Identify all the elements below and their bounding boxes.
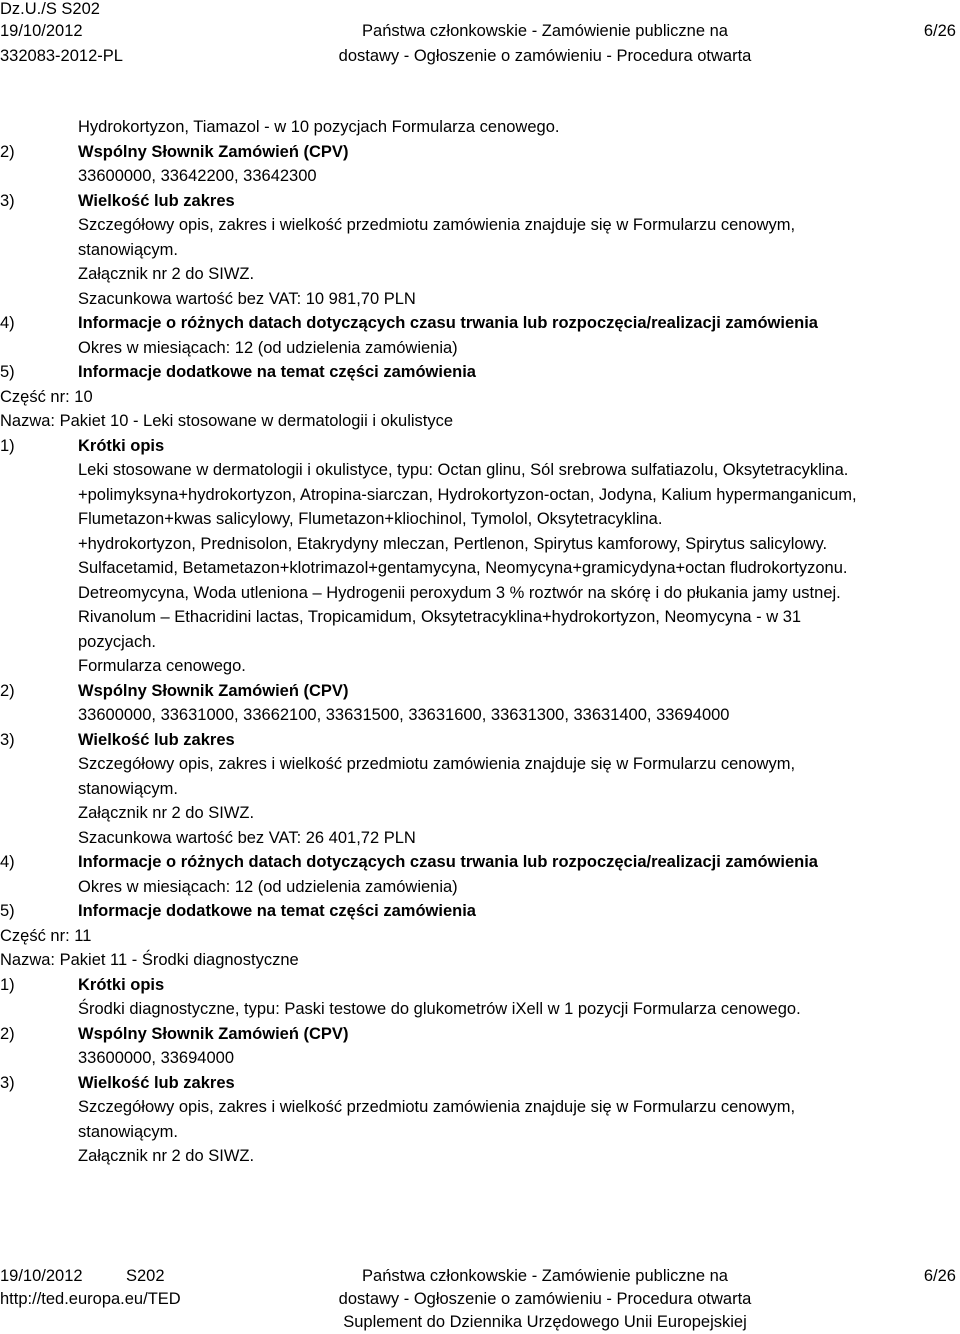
part-line: Nazwa: Pakiet 10 - Leki stosowane w dermatologii i okulistyce xyxy=(0,412,454,430)
body-text-line: Rivanolum – Ethacridini lactas, Tropicamidum, Oksytetracyklina+hydrokortyzon, Neomycyna - w 31 xyxy=(78,608,802,626)
body-text-line: Flumetazon+kwas salicylowy, Flumetazon+kliochinol, Tymolol, Oksytetracyklina. xyxy=(78,510,663,528)
body-text-line: Środki diagnostyczne, typu: Paski testowe do glukometrów iXell w 1 pozycji Formularza cenowego. xyxy=(78,1000,801,1018)
body-text-line: Szczegółowy opis, zakres i wielkość przedmiotu zamówienia znajduje się w Formularzu cenowym, xyxy=(78,755,796,773)
body-text-line: Szczegółowy opis, zakres i wielkość przedmiotu zamówienia znajduje się w Formularzu cenowym, xyxy=(78,216,796,234)
body-text-line: Załącznik nr 2 do SIWZ. xyxy=(78,1147,255,1165)
section-heading xyxy=(0,140,960,165)
header-title-line1: Państwa członkowskie - Zamówienie publiczne na xyxy=(362,22,728,40)
section-heading xyxy=(0,189,960,214)
section-heading xyxy=(0,360,960,385)
section-number: 5) xyxy=(0,902,15,920)
section-heading xyxy=(0,679,960,704)
section-title: Wielkość lub zakres xyxy=(78,1073,235,1092)
body-text-line: Formularza cenowego. xyxy=(78,657,246,675)
section-number: 1) xyxy=(0,975,15,994)
body-text-line: +hydrokortyzon, Prednisolon, Etakrydyny mleczan, Pertlenon, Spirytus kamforowy, Spirytus salicylowy. xyxy=(78,534,828,553)
section-title: Informacje dodatkowe na temat części zamówienia xyxy=(78,902,476,920)
section-number: 1) xyxy=(0,436,15,455)
section-title: Informacje o różnych datach dotyczących czasu trwania lub rozpoczęcia/realizacji zamówienia xyxy=(78,314,818,332)
body-text-line: Detreomycyna, Woda utleniona – Hydrogenii peroxydum 3 % roztwór na skórę i do płukania jamy ustnej. xyxy=(78,583,841,602)
header-date: 19/10/2012 xyxy=(0,22,83,40)
body-text-line: Leki stosowane w dermatologii i okulistyce, typu: Octan glinu, Sól srebrowa sulfatiazolu, Oksytetracyklina. xyxy=(78,461,849,479)
part-line: Część nr: 11 xyxy=(0,926,92,945)
footer-date: 19/10/2012 xyxy=(0,1267,83,1285)
body-text-line: Szacunkowa wartość bez VAT: 10 981,70 PLN xyxy=(78,289,416,308)
section-title: Informacje o różnych datach dotyczących czasu trwania lub rozpoczęcia/realizacji zamówienia xyxy=(78,853,818,871)
section-title: Wspólny Słownik Zamówień (CPV) xyxy=(78,681,349,700)
body-text-line: Załącznik nr 2 do SIWZ. xyxy=(78,804,255,822)
body-text-line: 33600000, 33694000 xyxy=(78,1049,234,1067)
body-text-line: stanowiącym. xyxy=(78,779,178,798)
section-heading xyxy=(0,728,960,753)
section-heading xyxy=(0,311,960,336)
section-heading xyxy=(0,434,960,459)
footer-title-line2: dostawy - Ogłoszenie o zamówieniu - Procedura otwarta xyxy=(338,1290,752,1308)
body-text-line: Okres w miesiącach: 12 (od udzielenia zamówienia) xyxy=(78,877,458,896)
section-heading xyxy=(0,899,960,924)
header-notice-number: 332083-2012-PL xyxy=(0,47,123,65)
section-title: Krótki opis xyxy=(78,975,165,994)
section-title: Krótki opis xyxy=(78,436,165,455)
footer-page-number: 6/26 xyxy=(923,1267,956,1285)
section-number: 3) xyxy=(0,191,15,210)
section-number: 5) xyxy=(0,363,15,381)
body-text-line: Szacunkowa wartość bez VAT: 26 401,72 PLN xyxy=(78,828,416,847)
header-doc-ref: Dz.U./S S202 xyxy=(0,0,100,18)
body-text-line: stanowiącym. xyxy=(78,1122,178,1141)
section-number: 3) xyxy=(0,1073,15,1092)
section-number: 3) xyxy=(0,730,15,749)
section-title: Wspólny Słownik Zamówień (CPV) xyxy=(78,142,349,161)
footer-title-line1: Państwa członkowskie - Zamówienie publiczne na xyxy=(362,1267,728,1285)
section-heading xyxy=(0,850,960,875)
footer-supplement: Suplement do Dziennika Urzędowego Unii Europejskiej xyxy=(343,1313,747,1331)
body-text-line: Hydrokortyzon, Tiamazol - w 10 pozycjach Formularza cenowego. xyxy=(78,118,560,136)
section-title: Informacje dodatkowe na temat części zamówienia xyxy=(78,363,476,381)
section-title: Wielkość lub zakres xyxy=(78,191,235,210)
body-text-line: 33600000, 33631000, 33662100, 33631500, 33631600, 33631300, 33631400, 33694000 xyxy=(78,706,730,724)
section-heading xyxy=(0,973,960,998)
section-heading xyxy=(0,1071,960,1096)
body-text-line: +polimyksyna+hydrokortyzon, Atropina-siarczan, Hydrokortyzon-octan, Jodyna, Kalium hypermanganicum, xyxy=(78,485,857,504)
section-number: 2) xyxy=(0,1024,15,1043)
section-number: 4) xyxy=(0,853,15,871)
footer-issue: S202 xyxy=(126,1267,165,1285)
section-number: 4) xyxy=(0,314,15,332)
body-text-line: Sulfacetamid, Betametazon+klotrimazol+gentamycyna, Neomycyna+gramicydyna+octan fludrokortyzonu. xyxy=(78,559,848,577)
body-text-line: Załącznik nr 2 do SIWZ. xyxy=(78,265,255,283)
section-title: Wielkość lub zakres xyxy=(78,730,235,749)
body-text-line: Okres w miesiącach: 12 (od udzielenia zamówienia) xyxy=(78,338,458,357)
part-line: Część nr: 10 xyxy=(0,387,93,406)
footer-url[interactable]: http://ted.europa.eu/TED xyxy=(0,1290,181,1308)
body-text-line: stanowiącym. xyxy=(78,240,178,259)
section-number: 2) xyxy=(0,142,15,161)
part-line: Nazwa: Pakiet 11 - Środki diagnostyczne xyxy=(0,951,299,969)
section-number: 2) xyxy=(0,681,15,700)
body-text-line: Szczegółowy opis, zakres i wielkość przedmiotu zamówienia znajduje się w Formularzu cenowym, xyxy=(78,1098,796,1116)
section-heading xyxy=(0,1022,960,1047)
body-text-line: pozycjach. xyxy=(78,632,156,651)
header-title-line2: dostawy - Ogłoszenie o zamówieniu - Procedura otwarta xyxy=(338,47,752,65)
header-page-number: 6/26 xyxy=(923,22,956,40)
body-text-line: 33600000, 33642200, 33642300 xyxy=(78,167,317,185)
document-body xyxy=(0,115,960,1169)
section-title: Wspólny Słownik Zamówień (CPV) xyxy=(78,1024,349,1043)
